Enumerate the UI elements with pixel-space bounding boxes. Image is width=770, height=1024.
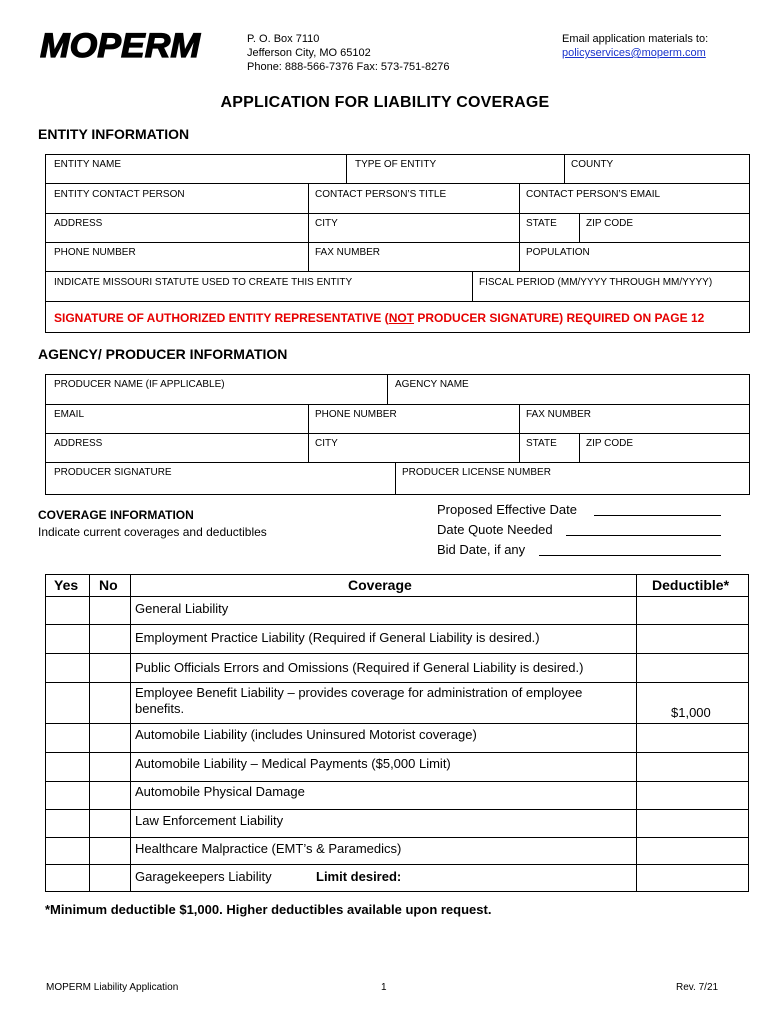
revision-date: Rev. 7/21 xyxy=(676,982,719,993)
email-block xyxy=(562,32,708,60)
proposed-effective-date-input[interactable] xyxy=(594,515,721,516)
coverage-row-auto-physical: Automobile Physical Damage xyxy=(135,784,305,799)
bid-date-label: Bid Date, if any xyxy=(437,542,526,557)
coverage-subheading: Indicate current coverages and deductibles xyxy=(38,525,267,539)
producer-signature-field[interactable]: PRODUCER SIGNATURE xyxy=(54,467,172,478)
coverage-row-auto-liability: Automobile Liability (includes Uninsured Motorist coverage) xyxy=(135,727,477,742)
coverage-row-garagekeepers: Garagekeepers Liability xyxy=(135,869,272,884)
address-line: Jefferson City, MO 65102 xyxy=(247,47,371,59)
agency-fax-field[interactable]: FAX NUMBER xyxy=(526,409,592,420)
yes-column-header: Yes xyxy=(54,577,79,593)
county-field[interactable]: COUNTY xyxy=(571,159,614,170)
mailing-address xyxy=(247,32,449,74)
agency-zip-field[interactable]: ZIP CODE xyxy=(586,438,634,449)
entity-zip-field[interactable]: ZIP CODE xyxy=(586,218,634,229)
address-line: P. O. Box 7110 xyxy=(247,33,320,45)
svg-text:MOPERM: MOPERM xyxy=(40,28,201,62)
signature-notice: SIGNATURE OF AUTHORIZED ENTITY REPRESENTATIVE (NOT PRODUCER SIGNATURE) REQUIRED ON PAGE 12 xyxy=(54,311,705,325)
agency-state-field[interactable]: STATE xyxy=(526,438,557,449)
deductible-footnote: *Minimum deductible $1,000. Higher deductibles available upon request. xyxy=(45,902,492,917)
email-label: Email application materials to: xyxy=(562,33,709,45)
coverage-column-header: Coverage xyxy=(348,577,412,593)
coverage-row-auto-medical: Automobile Liability – Medical Payments ($5,000 Limit) xyxy=(135,756,451,771)
page-number: 1 xyxy=(381,982,387,993)
agency-name-field[interactable]: AGENCY NAME xyxy=(395,379,469,390)
limit-desired-label: Limit desired: xyxy=(316,869,402,884)
coverage-row-employment-practice: Employment Practice Liability (Required if General Liability is desired.) xyxy=(135,630,540,645)
deductible-column-header: Deductible* xyxy=(652,577,730,593)
coverage-row-employee-benefit-line2: benefits. xyxy=(135,701,185,716)
agency-address-field[interactable]: ADDRESS xyxy=(54,438,103,449)
date-quote-needed-label: Date Quote Needed xyxy=(437,522,553,537)
population-field[interactable]: POPULATION xyxy=(526,247,590,258)
email-link[interactable]: policyservices@moperm.com xyxy=(562,47,706,59)
fiscal-period-field[interactable]: FISCAL PERIOD (MM/YYYY THROUGH MM/YYYY) xyxy=(479,277,713,288)
agency-phone-field[interactable]: PHONE NUMBER xyxy=(315,409,397,420)
date-quote-needed-input[interactable] xyxy=(566,535,721,536)
coverage-row-law-enforcement: Law Enforcement Liability xyxy=(135,813,284,828)
coverage-section-heading: COVERAGE INFORMATION xyxy=(38,508,194,522)
entity-name-field[interactable]: ENTITY NAME xyxy=(54,159,122,170)
bid-date-input[interactable] xyxy=(539,555,721,556)
address-line: Phone: 888-566-7376 Fax: 573-751-8276 xyxy=(247,61,450,73)
proposed-effective-date-label: Proposed Effective Date xyxy=(437,502,577,517)
coverage-row-general-liability: General Liability xyxy=(135,601,229,616)
entity-state-field[interactable]: STATE xyxy=(526,218,557,229)
agency-city-field[interactable]: CITY xyxy=(315,438,338,449)
entity-fax-field[interactable]: FAX NUMBER xyxy=(315,247,381,258)
producer-license-field[interactable]: PRODUCER LICENSE NUMBER xyxy=(402,467,551,478)
contact-person-field[interactable]: ENTITY CONTACT PERSON xyxy=(54,189,185,200)
entity-phone-field[interactable]: PHONE NUMBER xyxy=(54,247,136,258)
no-column-header: No xyxy=(99,577,118,593)
footer-doc-name: MOPERM Liability Application xyxy=(46,982,179,993)
moperm-logo xyxy=(40,28,202,62)
employee-benefit-deductible: $1,000 xyxy=(671,705,711,720)
agency-email-field[interactable]: EMAIL xyxy=(54,409,85,420)
entity-address-field[interactable]: ADDRESS xyxy=(54,218,103,229)
page-title: APPLICATION FOR LIABILITY COVERAGE xyxy=(220,94,550,111)
coverage-row-public-officials: Public Officials Errors and Omissions (Required if General Liability is desired.) xyxy=(135,660,584,675)
statute-field[interactable]: INDICATE MISSOURI STATUTE USED TO CREATE THIS ENTITY xyxy=(54,277,353,288)
agency-section-heading: AGENCY/ PRODUCER INFORMATION xyxy=(38,346,288,362)
producer-name-field[interactable]: PRODUCER NAME (IF APPLICABLE) xyxy=(54,379,225,390)
agency-info-grid xyxy=(45,374,750,495)
entity-city-field[interactable]: CITY xyxy=(315,218,338,229)
contact-title-field[interactable]: CONTACT PERSON’S TITLE xyxy=(315,189,447,200)
coverage-row-employee-benefit: Employee Benefit Liability – provides coverage for administration of employee xyxy=(135,685,583,700)
contact-email-field[interactable]: CONTACT PERSON’S EMAIL xyxy=(526,189,661,200)
entity-info-grid xyxy=(45,154,750,333)
coverage-row-healthcare: Healthcare Malpractice (EMT’s & Paramedics) xyxy=(135,841,402,856)
entity-type-field[interactable]: TYPE OF ENTITY xyxy=(355,159,437,170)
entity-section-heading: ENTITY INFORMATION xyxy=(38,126,190,142)
